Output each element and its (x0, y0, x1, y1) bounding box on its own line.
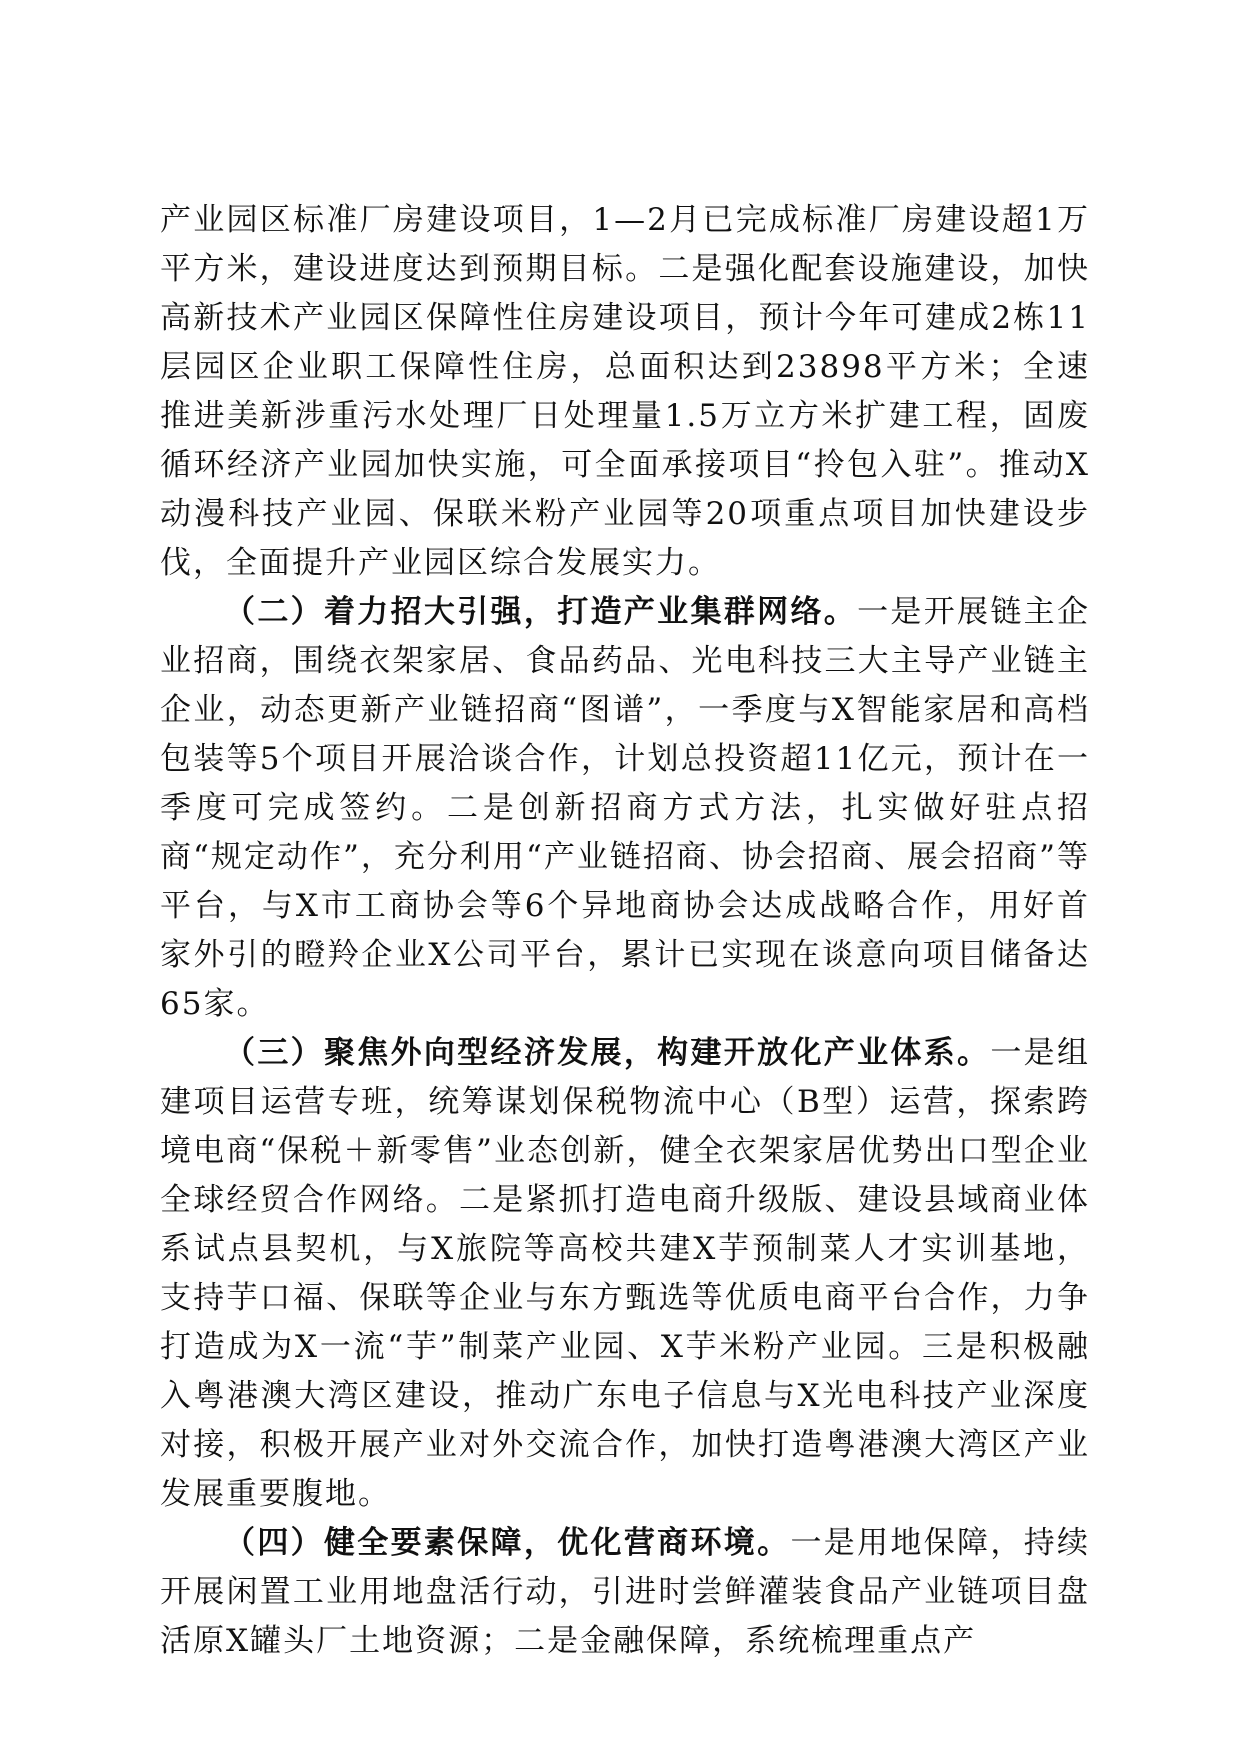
paragraph-investment-attraction (160, 588, 1090, 1029)
paragraph-body: 一是组建项目运营专班，统筹谋划保税物流中心（B型）运营，探索跨境电商“保税＋新零售”业态创新，健全衣架家居优势出口型企业全球经贸合作网络。二是紧抓打造电商升级版、建设县域商业体系试点县契机，与X旅院等高校共建X芋预制菜人才实训基地，支持芋口福、保联等企业与东方甄选等优质电商平台合作，力争打造成为X一流“芋”制菜产业园、X芋米粉产业园。三是积极融入粤港澳大湾区建设，推动广东电子信息与X光电科技产业深度对接，积极开展产业对外交流合作，加快打造粤港澳大湾区产业发展重要腹地。 (160, 1035, 1090, 1512)
section-heading-3: （三）聚焦外向型经济发展，构建开放化产业体系。 (224, 1035, 991, 1071)
paragraph-industrial-park-continuation (160, 196, 1090, 588)
paragraph-open-economy (160, 1029, 1090, 1519)
section-heading-4: （四）健全要素保障，优化营商环境。 (224, 1525, 791, 1561)
paragraph-body: 一是开展链主企业招商，围绕衣架家居、食品药品、光电科技三大主导产业链主企业，动态更新产业链招商“图谱”，一季度与X智能家居和高档包装等5个项目开展洽谈合作，计划总投资超11亿元，预计在一季度可完成签约。二是创新招商方式方法，扎实做好驻点招商“规定动作”，充分利用“产业链招商、协会招商、展会招商”等平台，与X市工商协会等6个异地商协会达成战略合作，用好首家外引的瞪羚企业X公司平台，累计已实现在谈意向项目储备达65家。 (160, 594, 1090, 1022)
paragraph-body: 产业园区标准厂房建设项目，1—2月已完成标准厂房建设超1万平方米，建设进度达到预期目标。二是强化配套设施建设，加快高新技术产业园区保障性住房建设项目，预计今年可建成2栋11层园区企业职工保障性住房，总面积达到23898平方米；全速推进美新涉重污水处理厂日处理量1.5万立方米扩建工程，固废循环经济产业园加快实施，可全面承接项目“拎包入驻”。推动X动漫科技产业园、保联米粉产业园等20项重点项目加快建设步伐，全面提升产业园区综合发展实力。 (160, 202, 1090, 581)
section-heading-2: （二）着力招大引强，打造产业集群网络。 (224, 594, 858, 630)
document-page (160, 196, 1090, 1666)
paragraph-body: 一是用地保障，持续开展闲置工业用地盘活行动，引进时尝鲜灌装食品产业链项目盘活原X罐头厂土地资源；二是金融保障，系统梳理重点产 (160, 1525, 1091, 1659)
paragraph-factor-guarantee (160, 1519, 1090, 1666)
